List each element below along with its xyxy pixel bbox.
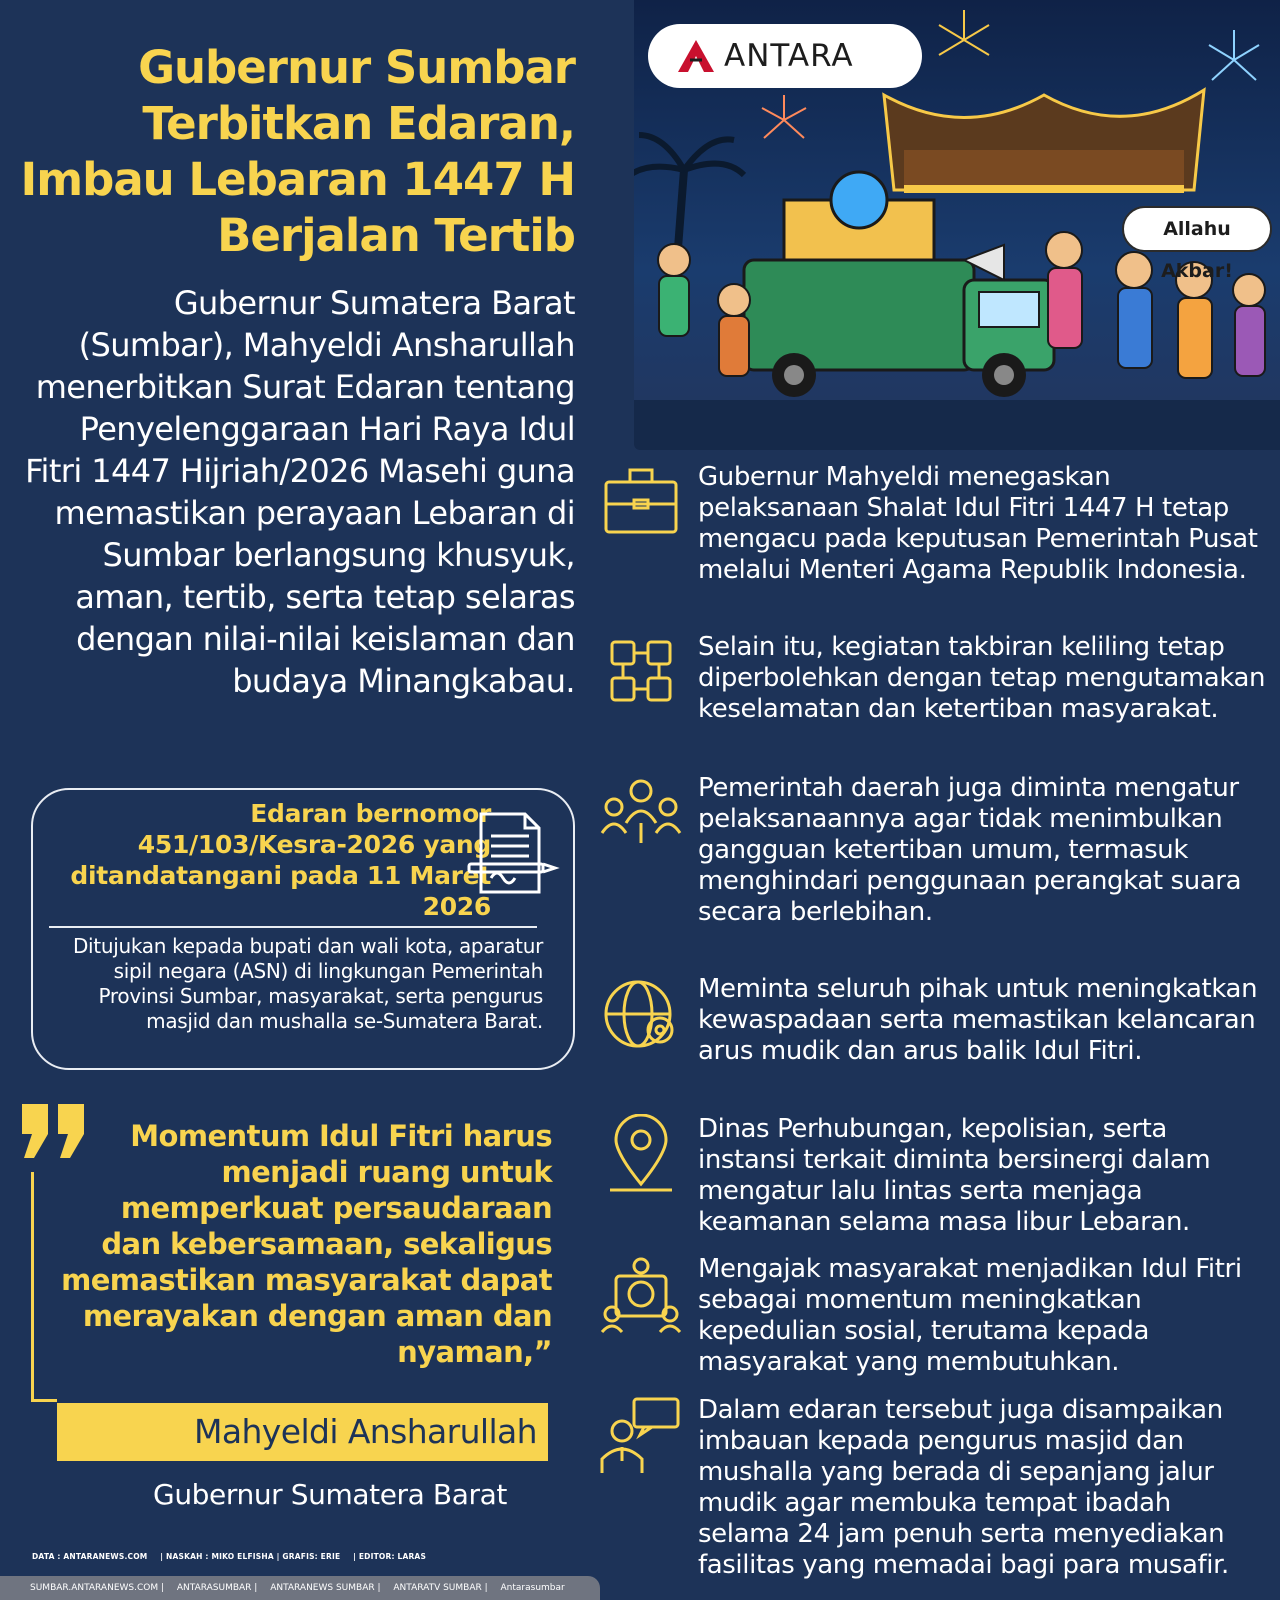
- edaran-info-box: [31, 788, 575, 1070]
- point-text: Mengajak masyarakat menjadikan Idul Fitri sebagai momentum meningkatkan kepedulian sosial, terutama kepada masyarakat yang membutuhkan.: [698, 1254, 1242, 1377]
- quote-text: Momentum Idul Fitri harus menjadi ruang untuk memperkuat persaudaraan dan kebersamaan, sekaligus memastikan masyarakat dapat merayakan dengan aman dan nyaman,”: [61, 1119, 552, 1369]
- people-group-icon: [598, 773, 684, 853]
- location-pin-icon: [598, 1114, 684, 1194]
- quote-line-horizontal: [31, 1399, 57, 1402]
- community-network-icon: [598, 1254, 684, 1334]
- antara-logo-text: ANTARA: [724, 38, 854, 74]
- handshake-puzzle-icon: [598, 632, 684, 712]
- point-text: Gubernur Mahyeldi menegaskan pelaksanaan Shalat Idul Fitri 1447 H tetap mengacu pada keputusan Pemerintah Pusat melalui Menteri Agama Republik Indonesia.: [698, 462, 1258, 585]
- speech-bubble: [1122, 206, 1272, 282]
- briefcase-icon: [598, 462, 684, 542]
- credit-naskah: | NASKAH : MIKO ELFISHA | GRAFIS: ERIE: [160, 1552, 341, 1561]
- page-title: Gubernur Sumbar Terbitkan Edaran, Imbau Lebaran 1447 H Berjalan Tertib: [20, 41, 575, 262]
- point-text: Pemerintah daerah juga diminta mengatur pelaksanaannya agar tidak menimbulkan gangguan ketertiban umum, termasuk menghindari penggunaan perangkat suara secara berlebihan.: [698, 773, 1242, 927]
- antara-logo: [648, 24, 922, 88]
- point-text: Dalam edaran tersebut juga disampaikan imbauan kepada pengurus masjid dan mushalla yang berada di sepanjang jalur mudik agar membuka tempat ibadah selama 24 jam penuh serta menyediakan fasilitas yang memadai bagi para musafir.: [698, 1395, 1229, 1580]
- credit-editor: | EDITOR: LARAS: [353, 1552, 427, 1561]
- speaker-message-icon: [598, 1395, 684, 1475]
- speaker-name: Mahyeldi Ansharullah: [194, 1412, 537, 1451]
- point-text: Selain itu, kegiatan takbiran keliling tetap diperbolehkan dengan tetap mengutamakan keselamatan dan ketertiban masyarakat.: [698, 632, 1266, 724]
- credit-data: DATA : ANTARANEWS.COM: [32, 1552, 148, 1561]
- speaker-role: Gubernur Sumatera Barat: [153, 1478, 507, 1511]
- social-instagram[interactable]: ANTARASUMBAR |: [176, 1583, 258, 1593]
- speech-bubble-text: Allahu Akbar!: [1161, 218, 1233, 282]
- social-tiktok[interactable]: Antarasumbar: [500, 1583, 565, 1593]
- edaran-description: Ditujukan kepada bupati dan wali kota, aparatur sipil negara (ASN) di lingkungan Pemerintah Provinsi Sumbar, masyarakat, serta pengurus masjid dan mushalla se-Sumatera Barat.: [72, 934, 543, 1033]
- edaran-divider: [49, 926, 537, 928]
- edaran-title: Edaran bernomor 451/103/Kesra-2026 yang ditandatangani pada 11 Maret 2026: [70, 799, 491, 921]
- social-youtube[interactable]: ANTARATV SUMBAR |: [393, 1583, 488, 1593]
- document-signing-icon: [463, 806, 563, 906]
- social-bar: [0, 1576, 600, 1600]
- credits-line: [32, 1552, 436, 1561]
- social-web[interactable]: SUMBAR.ANTARANEWS.COM |: [30, 1583, 164, 1593]
- social-facebook[interactable]: ANTARANEWS SUMBAR |: [270, 1583, 381, 1593]
- point-text: Dinas Perhubungan, kepolisian, serta instansi terkait diminta bersinergi dalam mengatur lalu lintas serta menjaga keamanan selama masa libur Lebaran.: [698, 1114, 1211, 1237]
- globe-gear-icon: [598, 974, 684, 1054]
- point-text: Meminta seluruh pihak untuk meningkatkan kewaspadaan serta memastikan kelancaran arus mudik dan arus balik Idul Fitri.: [698, 974, 1258, 1066]
- speaker-name-bar: [57, 1403, 548, 1461]
- antara-logo-icon: [676, 38, 716, 74]
- intro-paragraph: Gubernur Sumatera Barat (Sumbar), Mahyeldi Ansharullah menerbitkan Surat Edaran tentang Penyelenggaraan Hari Raya Idul Fitri 1447 Hijriah/2026 Masehi guna memastikan perayaan Lebaran di Sumbar berlangsung khusyuk, aman, tertib, serta tetap selaras dengan nilai-nilai keislaman dan budaya Minangkabau.: [25, 284, 575, 700]
- quote-line-vertical: [31, 1172, 34, 1402]
